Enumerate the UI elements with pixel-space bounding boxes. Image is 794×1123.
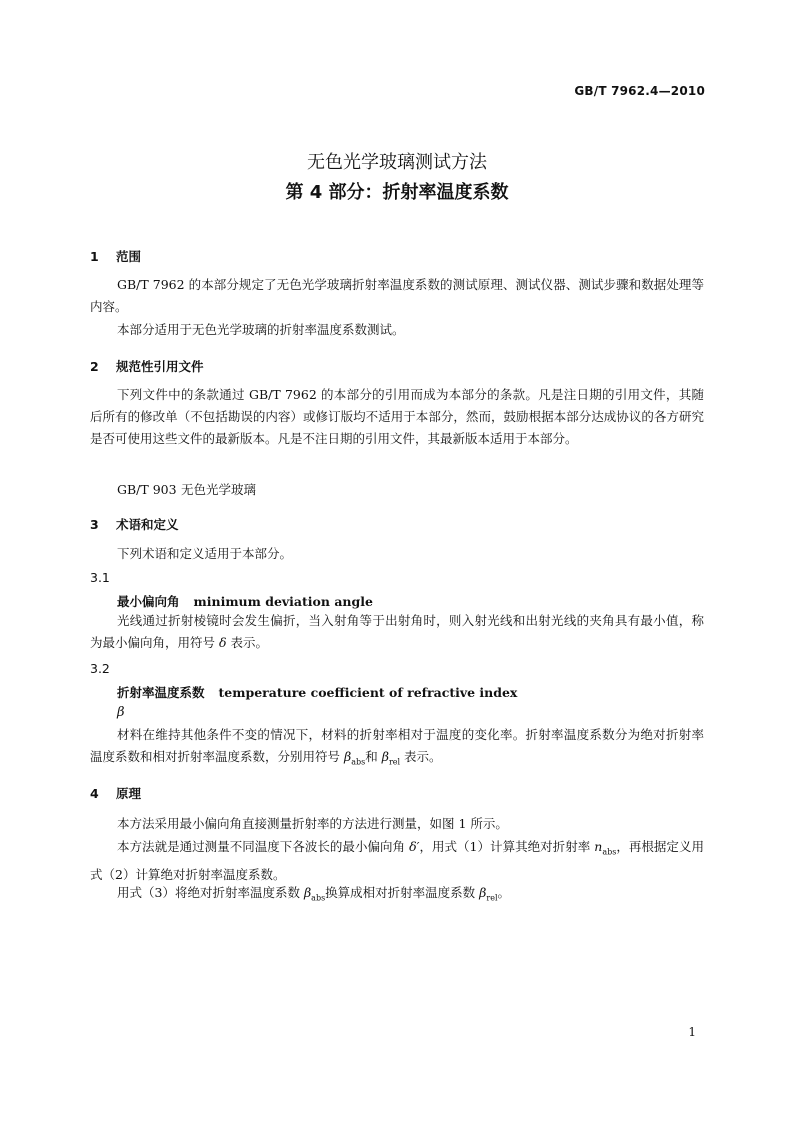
section-4-paragraph-2: 本方法就是通过测量不同温度下各波长的最小偏向角 δ′，用式（1）计算其绝对折射率 $n_{abs}$，再根据定义用式（2）计算绝对折射率温度系数。 [90, 839, 704, 882]
term-english: temperature coefficient of refractive index [218, 685, 518, 700]
section-number: 3 [90, 517, 99, 532]
term-chinese: 最小偏向角 [117, 594, 180, 609]
standard-number: GB/T 7962.4—2010 [574, 84, 705, 98]
term-3-1-definition: 光线通过折射棱镜时会发生偏折，当入射角等于出射角时，则入射光线和出射光线的夹角具有最小值，称为最小偏向角，用符号 δ 表示。 [90, 613, 704, 650]
section-number: 4 [90, 786, 99, 801]
reference-code: GB/T 903 [117, 482, 177, 497]
term-3-2-symbol: β [117, 705, 125, 720]
section-2-heading [90, 357, 204, 375]
section-1-paragraph-1: GB/T 7962 的本部分规定了无色光学玻璃折射率温度系数的测试原理、测试仪器、测试步骤和数据处理等内容。 [90, 277, 704, 314]
page-number: 1 [688, 1025, 696, 1039]
section-title: 原理 [116, 786, 142, 801]
document-title: 无色光学玻璃测试方法 [307, 152, 487, 173]
section-4-paragraph-1: 本方法采用最小偏向角直接测量折射率的方法进行测量，如图 1 所示。 [117, 816, 508, 831]
section-number: 2 [90, 359, 99, 374]
reference-title: 无色光学玻璃 [181, 482, 257, 497]
section-3-heading [90, 515, 179, 533]
clause-number-3-1: 3.1 [90, 570, 110, 585]
term-english: minimum deviation angle [193, 594, 373, 609]
term-3-1 [117, 592, 373, 610]
section-1-heading [90, 247, 141, 265]
section-3-intro: 下列术语和定义适用于本部分。 [117, 546, 293, 561]
normative-reference [117, 480, 256, 498]
term-chinese: 折射率温度系数 [117, 685, 205, 700]
section-number: 1 [90, 249, 99, 264]
section-2-paragraph-1: 下列文件中的条款通过 GB/T 7962 的本部分的引用而成为本部分的条款。凡是注日期的引用文件，其随后所有的修改单（不包括勘误的内容）或修订版均不适用于本部分，然而，鼓励根据本部分达成协议的各方研究是否可使用这些文件的最新版本。凡是不注日期的引用文件，其最新版本适用于本部分。 [90, 387, 704, 446]
section-4-paragraph-3: 用式（3）将绝对折射率温度系数 $\beta_{abs}$换算成相对折射率温度系数 $\beta_{rel}$。 [117, 885, 511, 903]
section-4-heading [90, 784, 141, 802]
term-3-2 [117, 683, 517, 701]
term-3-2-definition: 材料在维持其他条件不变的情况下，材料的折射率相对于温度的变化率。折射率温度系数分为绝对折射率温度系数和相对折射率温度系数，分别用符号 $\beta_{abs}$和 $\beta_{rel}$ 表示。 [90, 727, 704, 767]
section-1-paragraph-2: 本部分适用于无色光学玻璃的折射率温度系数测试。 [117, 322, 405, 337]
document-subtitle: 第 4 部分：折射率温度系数 [285, 182, 509, 203]
section-title: 范围 [116, 249, 142, 264]
section-title: 规范性引用文件 [116, 359, 204, 374]
delta-symbol: δ [218, 635, 227, 650]
clause-number-3-2: 3.2 [90, 661, 110, 676]
section-title: 术语和定义 [116, 517, 179, 532]
